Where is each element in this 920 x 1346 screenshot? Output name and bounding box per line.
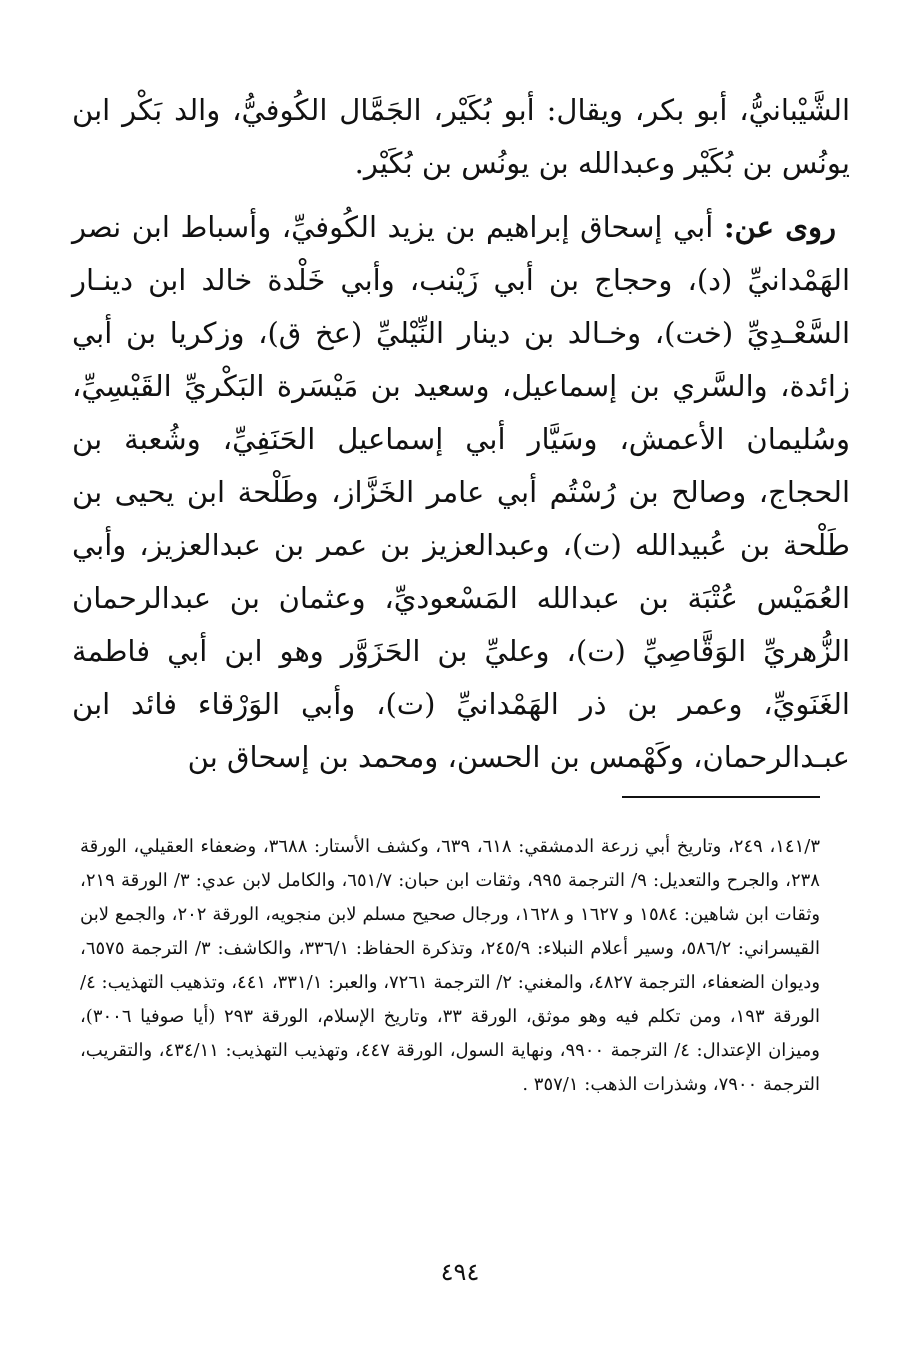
main-text [72,84,850,784]
footnote-divider [622,796,820,798]
narrated-from-text: أبي إسحاق إبراهيم بن يزيد الكُوفيِّ، وأسباط ابن نصر الهَمْدانيِّ (د)، وحجاج بن أبي زَيْنب، وأبي خَلْدة خالد ابن دينـار السَّعْـدِيِّ (خت)، وخـالد بن دينار النِّيْليِّ (عخ ق)، وزكريا بن أبي زائدة، والسَّري بن إسماعيل، وسعيد بن مَيْسَرة البَكْريِّ القَيْسِيِّ، وسُليمان الأعمش، وسَيَّار أبي إسماعيل الحَنَفِيِّ، وشُعبة بن الحجاج، وصالح بن رُسْتُم أبي عامر الخَزَّاز، وطَلْحة ابن يحيى بن طَلْحة بن عُبيدالله (ت)، وعبدالعزيز بن عمر بن عبدالعزيز، وأبي العُمَيْس عُتْبَة بن عبدالله المَسْعوديِّ، وعثمان بن عبدالرحمان الزُّهريِّ الوَقَّاصِيِّ (ت)، وعليِّ بن الحَزَوَّر وهو ابن أبي فاطمة الغَنَويِّ، وعمر بن ذر الهَمْدانيِّ (ت)، وأبي الوَرْقاء فائد ابن عبـدالرحمان، وكَهْمس بن الحسن، ومحمد بن إسحاق بن [72,210,850,774]
footnote [80,830,820,1102]
page-number: ٤٩٤ [440,1258,480,1286]
footnote-text: ١٤١/٣، ٢٤٩، وتاريخ أبي زرعة الدمشقي: ٦١٨، ٦٣٩، وكشف الأستار: ٣٦٨٨، وضعفاء العقيلي، الورقة ٢٣٨، والجرح والتعديل: ٩/ الترجمة ٩٩٥، وثقات ابن حبان: ٦٥١/٧، والكامل لابن عدي: ٣/ الورقة ٢١٩، وثقات ابن شاهين: ١٥٨٤ و ١٦٢٧ و ١٦٢٨، ورجال صحيح مسلم لابن منجويه، الورقة ٢٠٢، والجمع لابن القيسراني: ٥٨٦/٢، وسير أعلام النبلاء: ٢٤٥/٩، وتذكرة الحفاظ: ٣٣٦/١، والكاشف: ٣/ الترجمة ٦٥٧٥، وديوان الضعفاء، الترجمة ٤٨٢٧، والمغني: ٢/ الترجمة ٧٢٦١، والعبر: ٣٣١/١، ٤٤١، وتذهيب التهذيب: ٤/ الورقة ١٩٣، ومن تكلم فيه وهو موثق، الورقة ٣٣، وتاريخ الإسلام، الورقة ٢٩٣ (أيا صوفيا ٣٠٠٦)، وميزان الإعتدال: ٤/ الترجمة ٩٩٠٠، ونهاية السول، الورقة ٤٤٧، وتهذيب التهذيب: ٤٣٤/١١، والتقريب، الترجمة ٧٩٠٠، وشذرات الذهب: ٣٥٧/١ . [80,836,821,1095]
paragraph-narrated-from [72,201,850,784]
narrated-from-label: روى عن: [723,210,836,244]
paragraph-intro: الشَّيْبانيُّ، أبو بكر، ويقال: أبو بُكَيْر، الجَمَّال الكُوفيُّ، والد بَكْر ابن يونُس بن بُكَيْر وعبدالله بن يونُس بن بُكَيْر. [72,93,850,180]
